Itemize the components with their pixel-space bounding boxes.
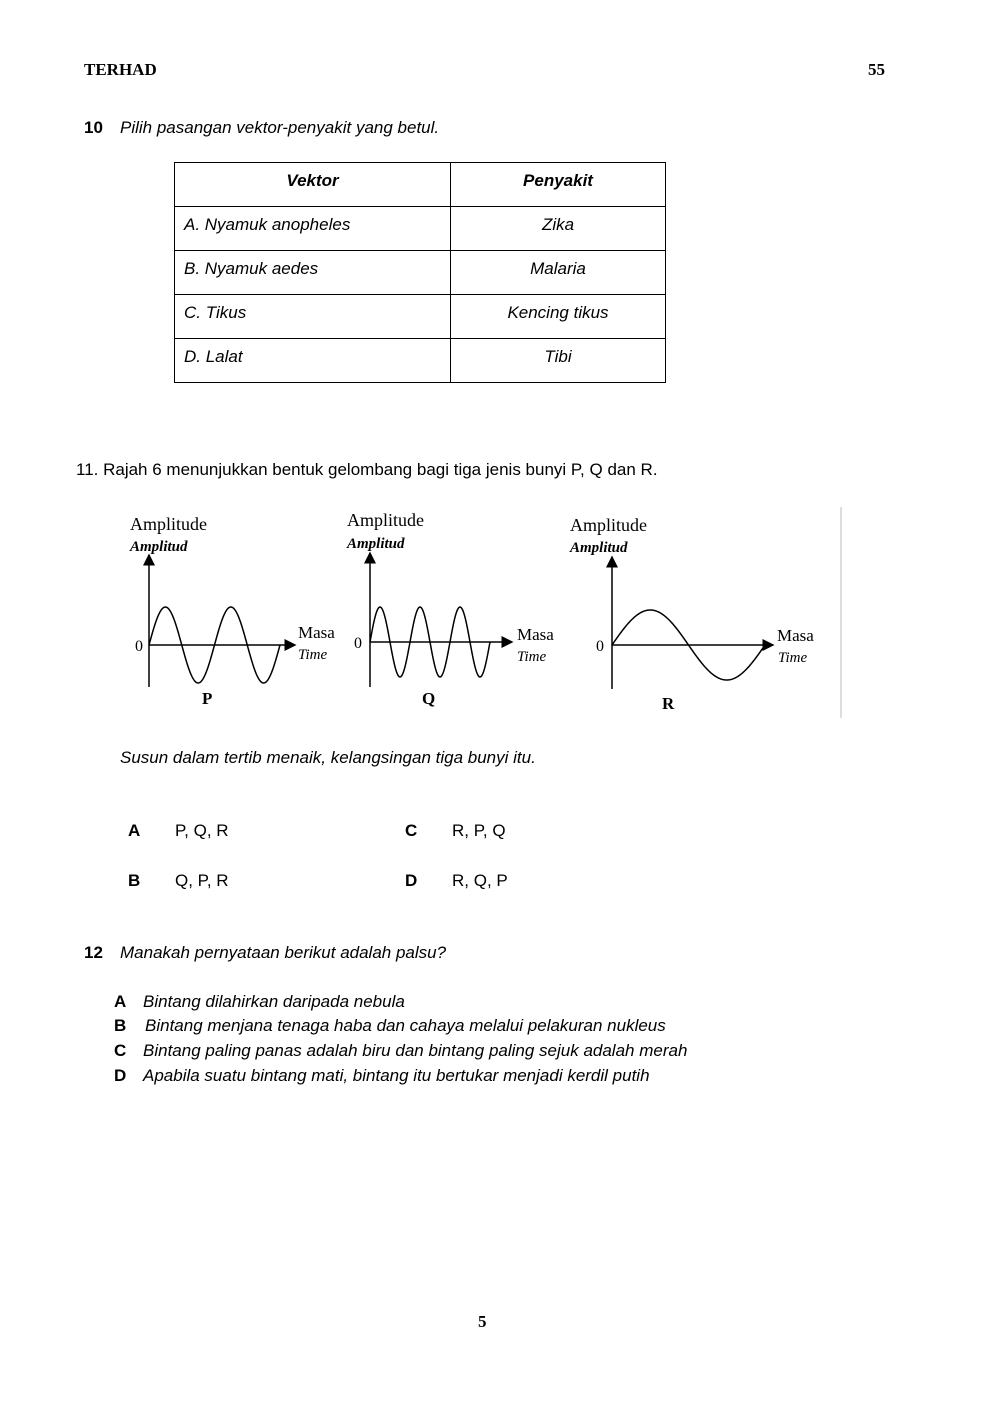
table-cell-disease: Kencing tikus bbox=[451, 295, 666, 339]
table-header-penyakit: Penyakit bbox=[451, 163, 666, 207]
table-cell-vector: A. Nyamuk anopheles bbox=[175, 207, 451, 251]
table-cell-vector: D. Lalat bbox=[175, 339, 451, 383]
graph-q-label: Q bbox=[422, 689, 436, 708]
graph-p-masa-label: Masa bbox=[298, 623, 335, 642]
q11-option-b-letter: B bbox=[128, 871, 141, 890]
q12-option-b-letter: B bbox=[114, 1016, 127, 1035]
graph-q-time-label: Time bbox=[517, 649, 547, 665]
question-10-number: 10 bbox=[84, 118, 103, 137]
q12-option-d-letter: D bbox=[114, 1066, 127, 1085]
table-cell-disease: Zika bbox=[451, 207, 666, 251]
table-cell-disease: Tibi bbox=[451, 339, 666, 383]
q12-option-b-text: Bintang menjana tenaga haba dan cahaya melalui pelakuran nukleus bbox=[145, 1016, 666, 1035]
graph-p-label: P bbox=[202, 689, 213, 708]
question-12-number: 12 bbox=[84, 943, 103, 962]
q12-option-a-text: Bintang dilahirkan daripada nebula bbox=[143, 992, 405, 1011]
table-header-row bbox=[175, 163, 666, 207]
table-cell-disease: Malaria bbox=[451, 251, 666, 295]
header-left: TERHAD bbox=[84, 60, 157, 79]
graph-p bbox=[129, 514, 335, 708]
table-row bbox=[175, 207, 666, 251]
graph-p-origin: 0 bbox=[135, 638, 143, 655]
graph-q-amplitud-label: Amplitud bbox=[347, 536, 405, 552]
waveform-diagram bbox=[120, 505, 850, 720]
header-page-number: 55 bbox=[868, 60, 885, 79]
graph-q-masa-label: Masa bbox=[517, 625, 554, 644]
question-10-text: Pilih pasangan vektor-penyakit yang betul. bbox=[120, 118, 440, 137]
graph-q bbox=[346, 510, 554, 708]
q11-option-a-letter: A bbox=[128, 821, 141, 840]
table-cell-vector: B. Nyamuk aedes bbox=[175, 251, 451, 295]
q11-option-a-text: P, Q, R bbox=[175, 821, 229, 840]
graph-p-amplitud-label: Amplitud bbox=[130, 539, 188, 555]
q11-option-c-text: R, P, Q bbox=[452, 821, 506, 840]
graph-r bbox=[569, 515, 814, 713]
table-row bbox=[175, 339, 666, 383]
q12-option-a-letter: A bbox=[114, 992, 127, 1011]
graph-q-amplitude-label: Amplitude bbox=[347, 510, 424, 530]
q11-option-d-letter: D bbox=[405, 871, 418, 890]
graph-r-origin: 0 bbox=[596, 638, 604, 655]
q12-option-c-text: Bintang paling panas adalah biru dan bintang paling sejuk adalah merah bbox=[143, 1041, 688, 1060]
graph-r-amplitud-label: Amplitud bbox=[570, 540, 628, 556]
graph-r-time-label: Time bbox=[778, 650, 808, 666]
q11-option-b-text: Q, P, R bbox=[175, 871, 229, 890]
question-11-text: 11. Rajah 6 menunjukkan bentuk gelombang bagi tiga jenis bunyi P, Q dan R. bbox=[76, 460, 658, 479]
q12-option-d-text: Apabila suatu bintang mati, bintang itu bertukar menjadi kerdil putih bbox=[143, 1066, 650, 1085]
q12-option-c-letter: C bbox=[114, 1041, 127, 1060]
q11-option-d-text: R, Q, P bbox=[452, 871, 508, 890]
graph-r-amplitude-label: Amplitude bbox=[570, 515, 647, 535]
table-header-vektor: Vektor bbox=[175, 163, 451, 207]
table-row bbox=[175, 251, 666, 295]
table-row bbox=[175, 295, 666, 339]
question-12-text: Manakah pernyataan berikut adalah palsu? bbox=[120, 943, 447, 962]
table-cell-vector: C. Tikus bbox=[175, 295, 451, 339]
vector-disease-table bbox=[174, 162, 666, 383]
graph-r-masa-label: Masa bbox=[777, 626, 814, 645]
graph-r-label: R bbox=[662, 694, 675, 713]
question-11-instruction: Susun dalam tertib menaik, kelangsingan tiga bunyi itu. bbox=[120, 748, 536, 767]
graph-q-origin: 0 bbox=[354, 635, 362, 652]
graph-p-time-label: Time bbox=[298, 647, 328, 663]
q11-option-c-letter: C bbox=[405, 821, 418, 840]
graph-p-amplitude-label: Amplitude bbox=[130, 514, 207, 534]
page-number: 5 bbox=[478, 1312, 487, 1331]
